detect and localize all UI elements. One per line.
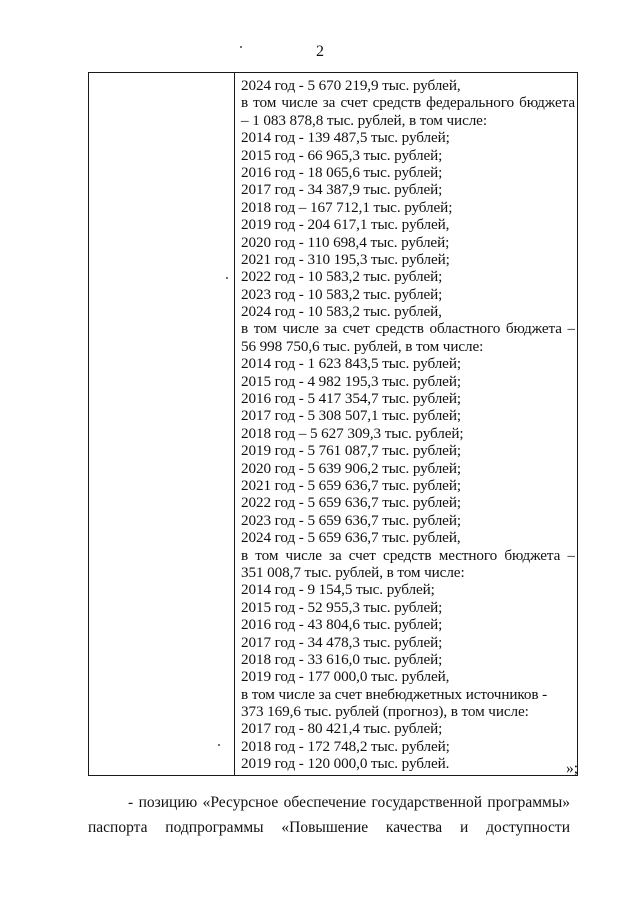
- funding-line: 2021 год - 5 659 636,7 тыс. рублей;: [241, 476, 461, 494]
- funding-line: 2022 год - 10 583,2 тыс. рублей;: [241, 268, 443, 286]
- funding-line: 2024 год - 10 583,2 тыс. рублей,: [241, 303, 442, 321]
- funding-line: 2018 год – 5 627 309,3 тыс. рублей;: [241, 424, 464, 442]
- scan-speck: [218, 744, 220, 746]
- funding-line: 2015 год - 52 955,3 тыс. рублей;: [241, 598, 443, 616]
- funding-line: 2021 год - 310 195,3 тыс. рублей;: [241, 250, 450, 268]
- funding-line: 2017 год - 34 387,9 тыс. рублей;: [241, 181, 443, 199]
- funding-line: 2019 год - 5 761 087,7 тыс. рублей;: [241, 442, 461, 460]
- funding-line: 2019 год - 177 000,0 тыс. рублей,: [241, 668, 450, 686]
- paragraph-line-2: паспорта подпрограммы «Повышение качества и доступности: [88, 819, 570, 836]
- funding-line: 2017 год - 5 308 507,1 тыс. рублей;: [241, 407, 461, 425]
- funding-line: 2016 год - 43 804,6 тыс. рублей;: [241, 616, 443, 634]
- funding-line: 2014 год - 139 487,5 тыс. рублей;: [241, 129, 450, 147]
- funding-line: – 1 083 878,8 тыс. рублей, в том числе:: [241, 111, 487, 129]
- scan-speck: [226, 277, 228, 279]
- funding-line: 2018 год – 167 712,1 тыс. рублей;: [241, 198, 453, 216]
- funding-line: в том числе за счет средств федерального бюджета: [241, 94, 575, 112]
- funding-line: 2019 год - 120 000,0 тыс. рублей.: [241, 755, 450, 773]
- funding-line: 2016 год - 5 417 354,7 тыс. рублей;: [241, 390, 461, 408]
- funding-line: 2024 год - 5 659 636,7 тыс. рублей,: [241, 529, 461, 547]
- page-number: 2: [316, 43, 324, 60]
- funding-line: 2020 год - 110 698,4 тыс. рублей;: [241, 233, 450, 251]
- funding-line: 2016 год - 18 065,6 тыс. рублей;: [241, 163, 443, 181]
- funding-line: 2014 год - 1 623 843,5 тыс. рублей;: [241, 355, 461, 373]
- funding-line: 2018 год - 33 616,0 тыс. рублей;: [241, 650, 443, 668]
- funding-line: 2019 год - 204 617,1 тыс. рублей,: [241, 216, 450, 234]
- funding-line: 2017 год - 34 478,3 тыс. рублей;: [241, 633, 443, 651]
- funding-line: 56 998 750,6 тыс. рублей, в том числе:: [241, 337, 484, 355]
- funding-line: в том числе за счет средств местного бюджета –: [241, 546, 575, 564]
- funding-line: 2023 год - 5 659 636,7 тыс. рублей;: [241, 511, 461, 529]
- funding-line: 2015 год - 4 982 195,3 тыс. рублей;: [241, 372, 461, 390]
- funding-cell: [241, 77, 575, 773]
- funding-line: в том числе за счет средств областного бюджета –: [241, 320, 575, 338]
- scan-speck: [240, 46, 242, 48]
- resource-table: [88, 72, 578, 776]
- funding-line: 373 169,6 тыс. рублей (прогноз), в том числе:: [241, 703, 529, 721]
- closing-quote-mark: »;: [566, 760, 579, 777]
- paragraph-line-1: - позицию «Ресурсное обеспечение государственной программы»: [128, 794, 570, 811]
- funding-line: 2014 год - 9 154,5 тыс. рублей;: [241, 581, 435, 599]
- funding-line: 2018 год - 172 748,2 тыс. рублей;: [241, 737, 450, 755]
- table-column-divider: [234, 73, 235, 775]
- funding-line: 2015 год - 66 965,3 тыс. рублей;: [241, 146, 443, 164]
- funding-line: 2022 год - 5 659 636,7 тыс. рублей;: [241, 494, 461, 512]
- funding-line: 351 008,7 тыс. рублей, в том числе:: [241, 563, 465, 581]
- funding-line: 2020 год - 5 639 906,2 тыс. рублей;: [241, 459, 461, 477]
- funding-line: 2024 год - 5 670 219,9 тыс. рублей,: [241, 77, 461, 94]
- funding-line: 2023 год - 10 583,2 тыс. рублей;: [241, 285, 443, 303]
- funding-line: 2017 год - 80 421,4 тыс. рублей;: [241, 720, 443, 738]
- funding-line: в том числе за счет внебюджетных источников -: [241, 685, 548, 703]
